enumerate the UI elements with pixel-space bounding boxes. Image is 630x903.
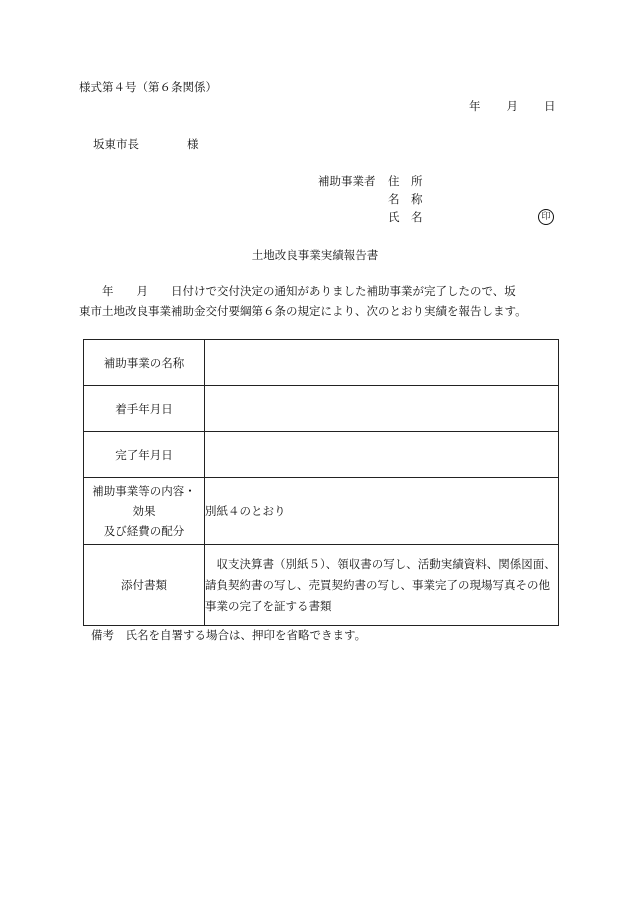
table-row xyxy=(84,386,559,432)
date-month: 月 xyxy=(506,99,518,113)
applicant-name-label: 氏 名 xyxy=(388,210,423,224)
form-number: 様式第４号（第６条関係） xyxy=(79,80,217,94)
applicant-org-name-label: 名 称 xyxy=(388,192,423,206)
table-row xyxy=(84,432,559,478)
row-value-start-date[interactable] xyxy=(205,386,559,432)
addressee-name: 坂東市長 xyxy=(93,137,139,151)
document-title: 土地改良事業実績報告書 xyxy=(251,248,379,262)
addressee-honorific: 様 xyxy=(187,137,199,151)
table-row xyxy=(84,545,559,626)
row-label-project-name: 補助事業の名称 xyxy=(84,340,205,386)
table-row xyxy=(84,340,559,386)
body-text-line-1: 年 月 日付けで交付決定の通知がありました補助事業が完了したので、坂 xyxy=(79,284,516,298)
date-year: 年 xyxy=(469,99,481,113)
row-value-completion-date[interactable] xyxy=(205,432,559,478)
date-line xyxy=(469,101,556,113)
row-label-line: 補助事業等の内容・ xyxy=(92,484,196,498)
row-value-content-effect[interactable]: 別紙４のとおり xyxy=(205,478,559,545)
date-day: 日 xyxy=(544,99,556,113)
table-row xyxy=(84,478,559,545)
row-label-line: 及び経費の配分 xyxy=(103,524,185,538)
applicant-address-label: 住 所 xyxy=(388,174,423,188)
row-value-project-name[interactable] xyxy=(205,340,559,386)
remarks-note: 備考 氏名を自署する場合は、押印を省略できます。 xyxy=(91,628,367,642)
addressee xyxy=(93,139,199,151)
applicant-label: 補助事業者 xyxy=(318,174,376,188)
body-text-line-2: 東市土地改良事業補助金交付要綱第６条の規定により、次のとおり実績を報告します。 xyxy=(79,304,527,318)
report-table xyxy=(83,339,559,626)
seal-icon: 印 xyxy=(538,209,554,225)
row-value-attachments[interactable]: 収支決算書（別紙５）、領収書の写し、活動実績資料、関係図面、請負契約書の写し、売買契約書の写し、事業完了の現場写真その他事業の完了を証する書類 xyxy=(205,545,559,626)
row-label-start-date: 着手年月日 xyxy=(84,386,205,432)
row-label-content-effect xyxy=(84,478,205,545)
row-label-completion-date: 完了年月日 xyxy=(84,432,205,478)
row-label-line: 効果 xyxy=(132,504,156,518)
row-label-attachments: 添付書類 xyxy=(84,545,205,626)
